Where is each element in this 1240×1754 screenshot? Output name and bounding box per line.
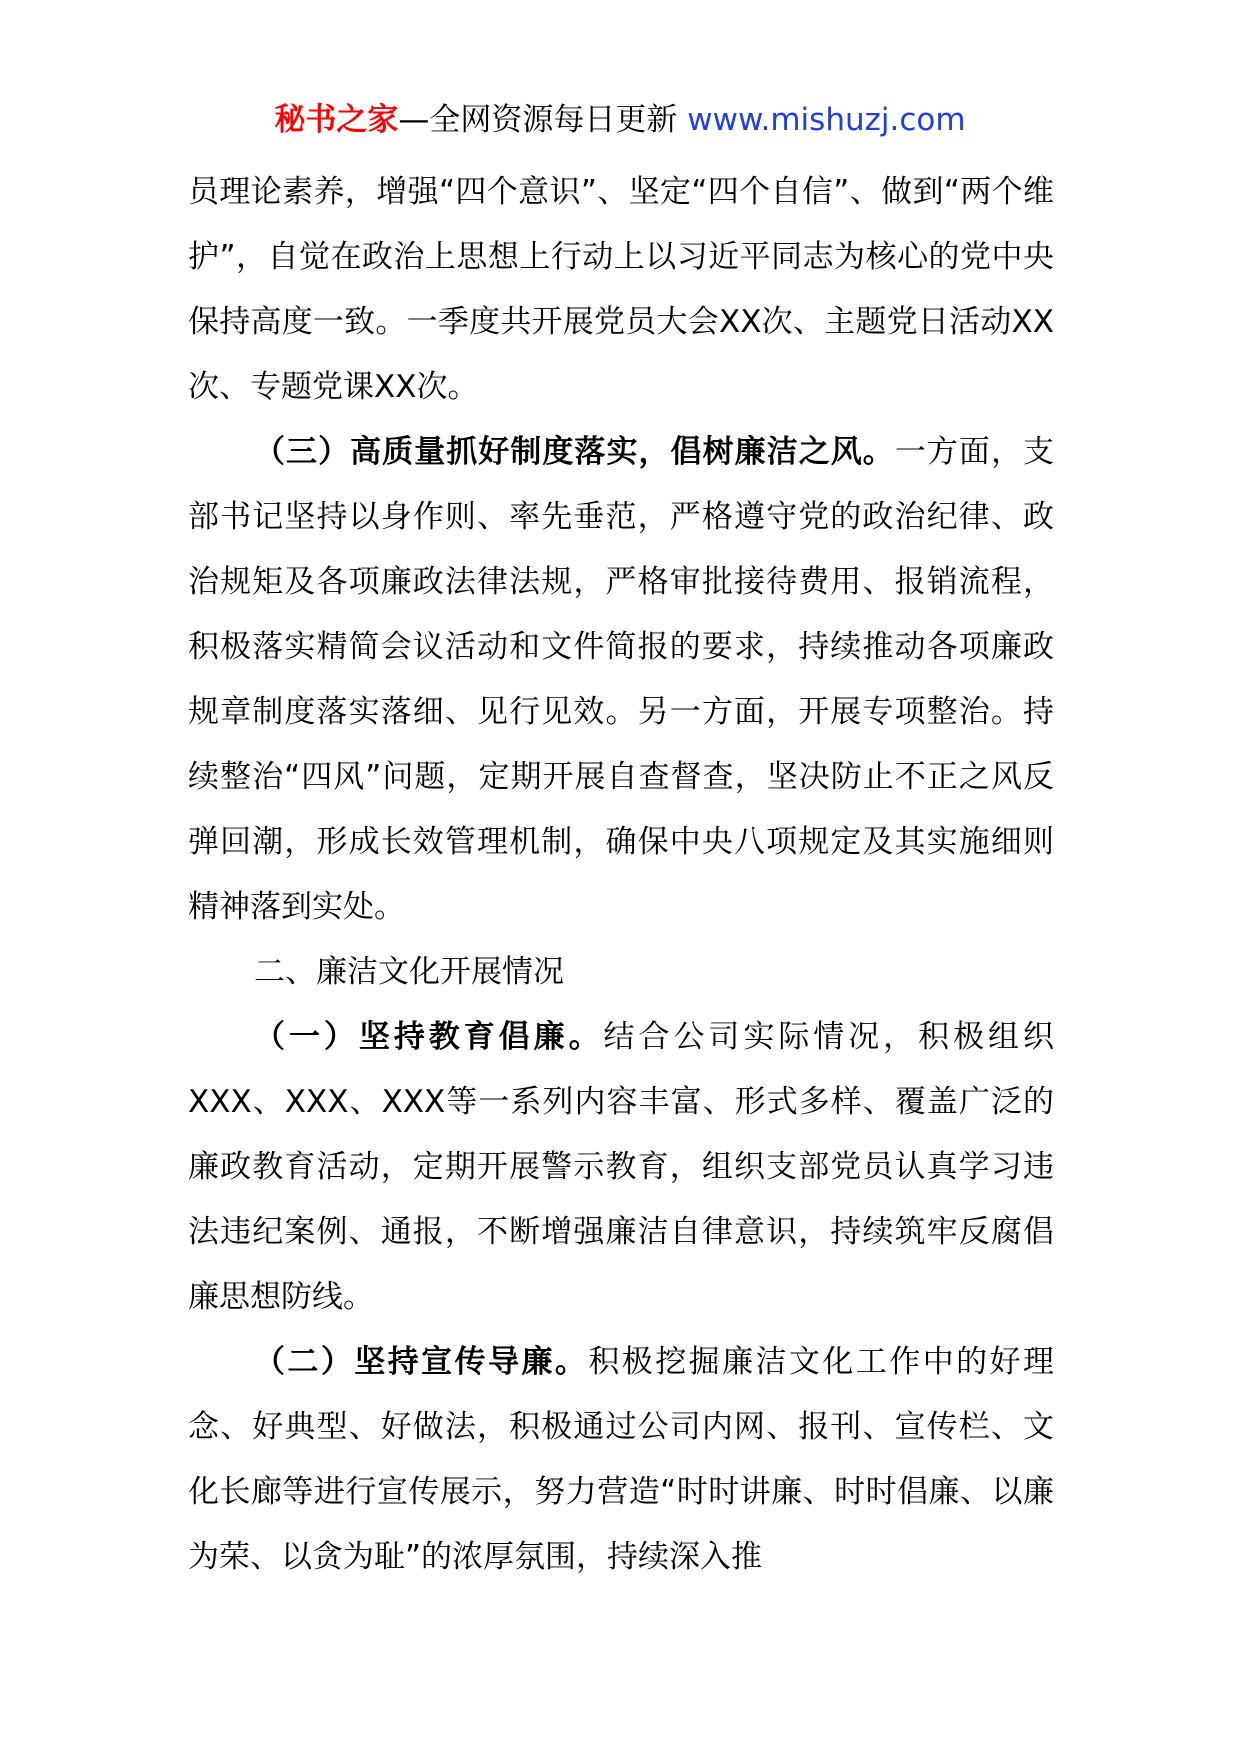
paragraph-continuation [188,160,1054,420]
paragraph-lead: （三）高质量抓好制度落实，倡树廉洁之风。 [254,434,895,470]
header-tagline: —全网资源每日更新 [398,102,688,138]
paragraph-subsection-1 [188,1005,1054,1330]
paragraph-text: 一方面，支部书记坚持以身作则、率先垂范，严格遵守党的政治纪律、政治规矩及各项廉政法律法规，严格审批接待费用、报销流程，积极落实精简会议活动和文件简报的要求，持续推动各项廉政规章制度落实落细、见行见效。另一方面，开展专项整治。持续整治“四风”问题，定期开展自查督查，坚决防止不正之风反弹回潮，形成长效管理机制，确保中央八项规定及其实施细则精神落到实处。 [188,434,1055,925]
page-header [0,98,1240,142]
paragraph-lead: （二）坚持宣传导廉。 [254,1344,589,1380]
header-brand: 秘书之家 [274,102,399,138]
paragraph-subsection-2 [188,1330,1054,1590]
header-url-link[interactable]: www.mishuzj.com [687,102,966,138]
section-heading-text: 二、廉洁文化开展情况 [254,954,564,990]
paragraph-text: 员理论素养，增强“四个意识”、坚定“四个自信”、做到“两个维护”，自觉在政治上思想上行动上以习近平同志为核心的党中央保持高度一致。一季度共开展党员大会XX次、主题党日活动XX次、专题党课XX次。 [188,174,1054,405]
document-body [188,160,1054,1590]
section-heading [188,940,1054,1005]
paragraph-text: 积极挖掘廉洁文化工作中的好理念、好典型、好做法，积极通过公司内网、报刊、宣传栏、文化长廊等进行宣传展示，努力营造“时时讲廉、时时倡廉、以廉为荣、以贪为耻”的浓厚氛围，持续深入推 [188,1344,1055,1575]
paragraph-text: 结合公司实际情况，积极组织XXX、XXX、XXX等一系列内容丰富、形式多样、覆盖广泛的廉政教育活动，定期开展警示教育，组织支部党员认真学习违法违纪案例、通报，不断增强廉洁自律意识，持续筑牢反腐倡廉思想防线。 [188,1019,1055,1315]
paragraph-section-3 [188,420,1054,940]
paragraph-lead: （一）坚持教育倡廉。 [254,1019,604,1055]
